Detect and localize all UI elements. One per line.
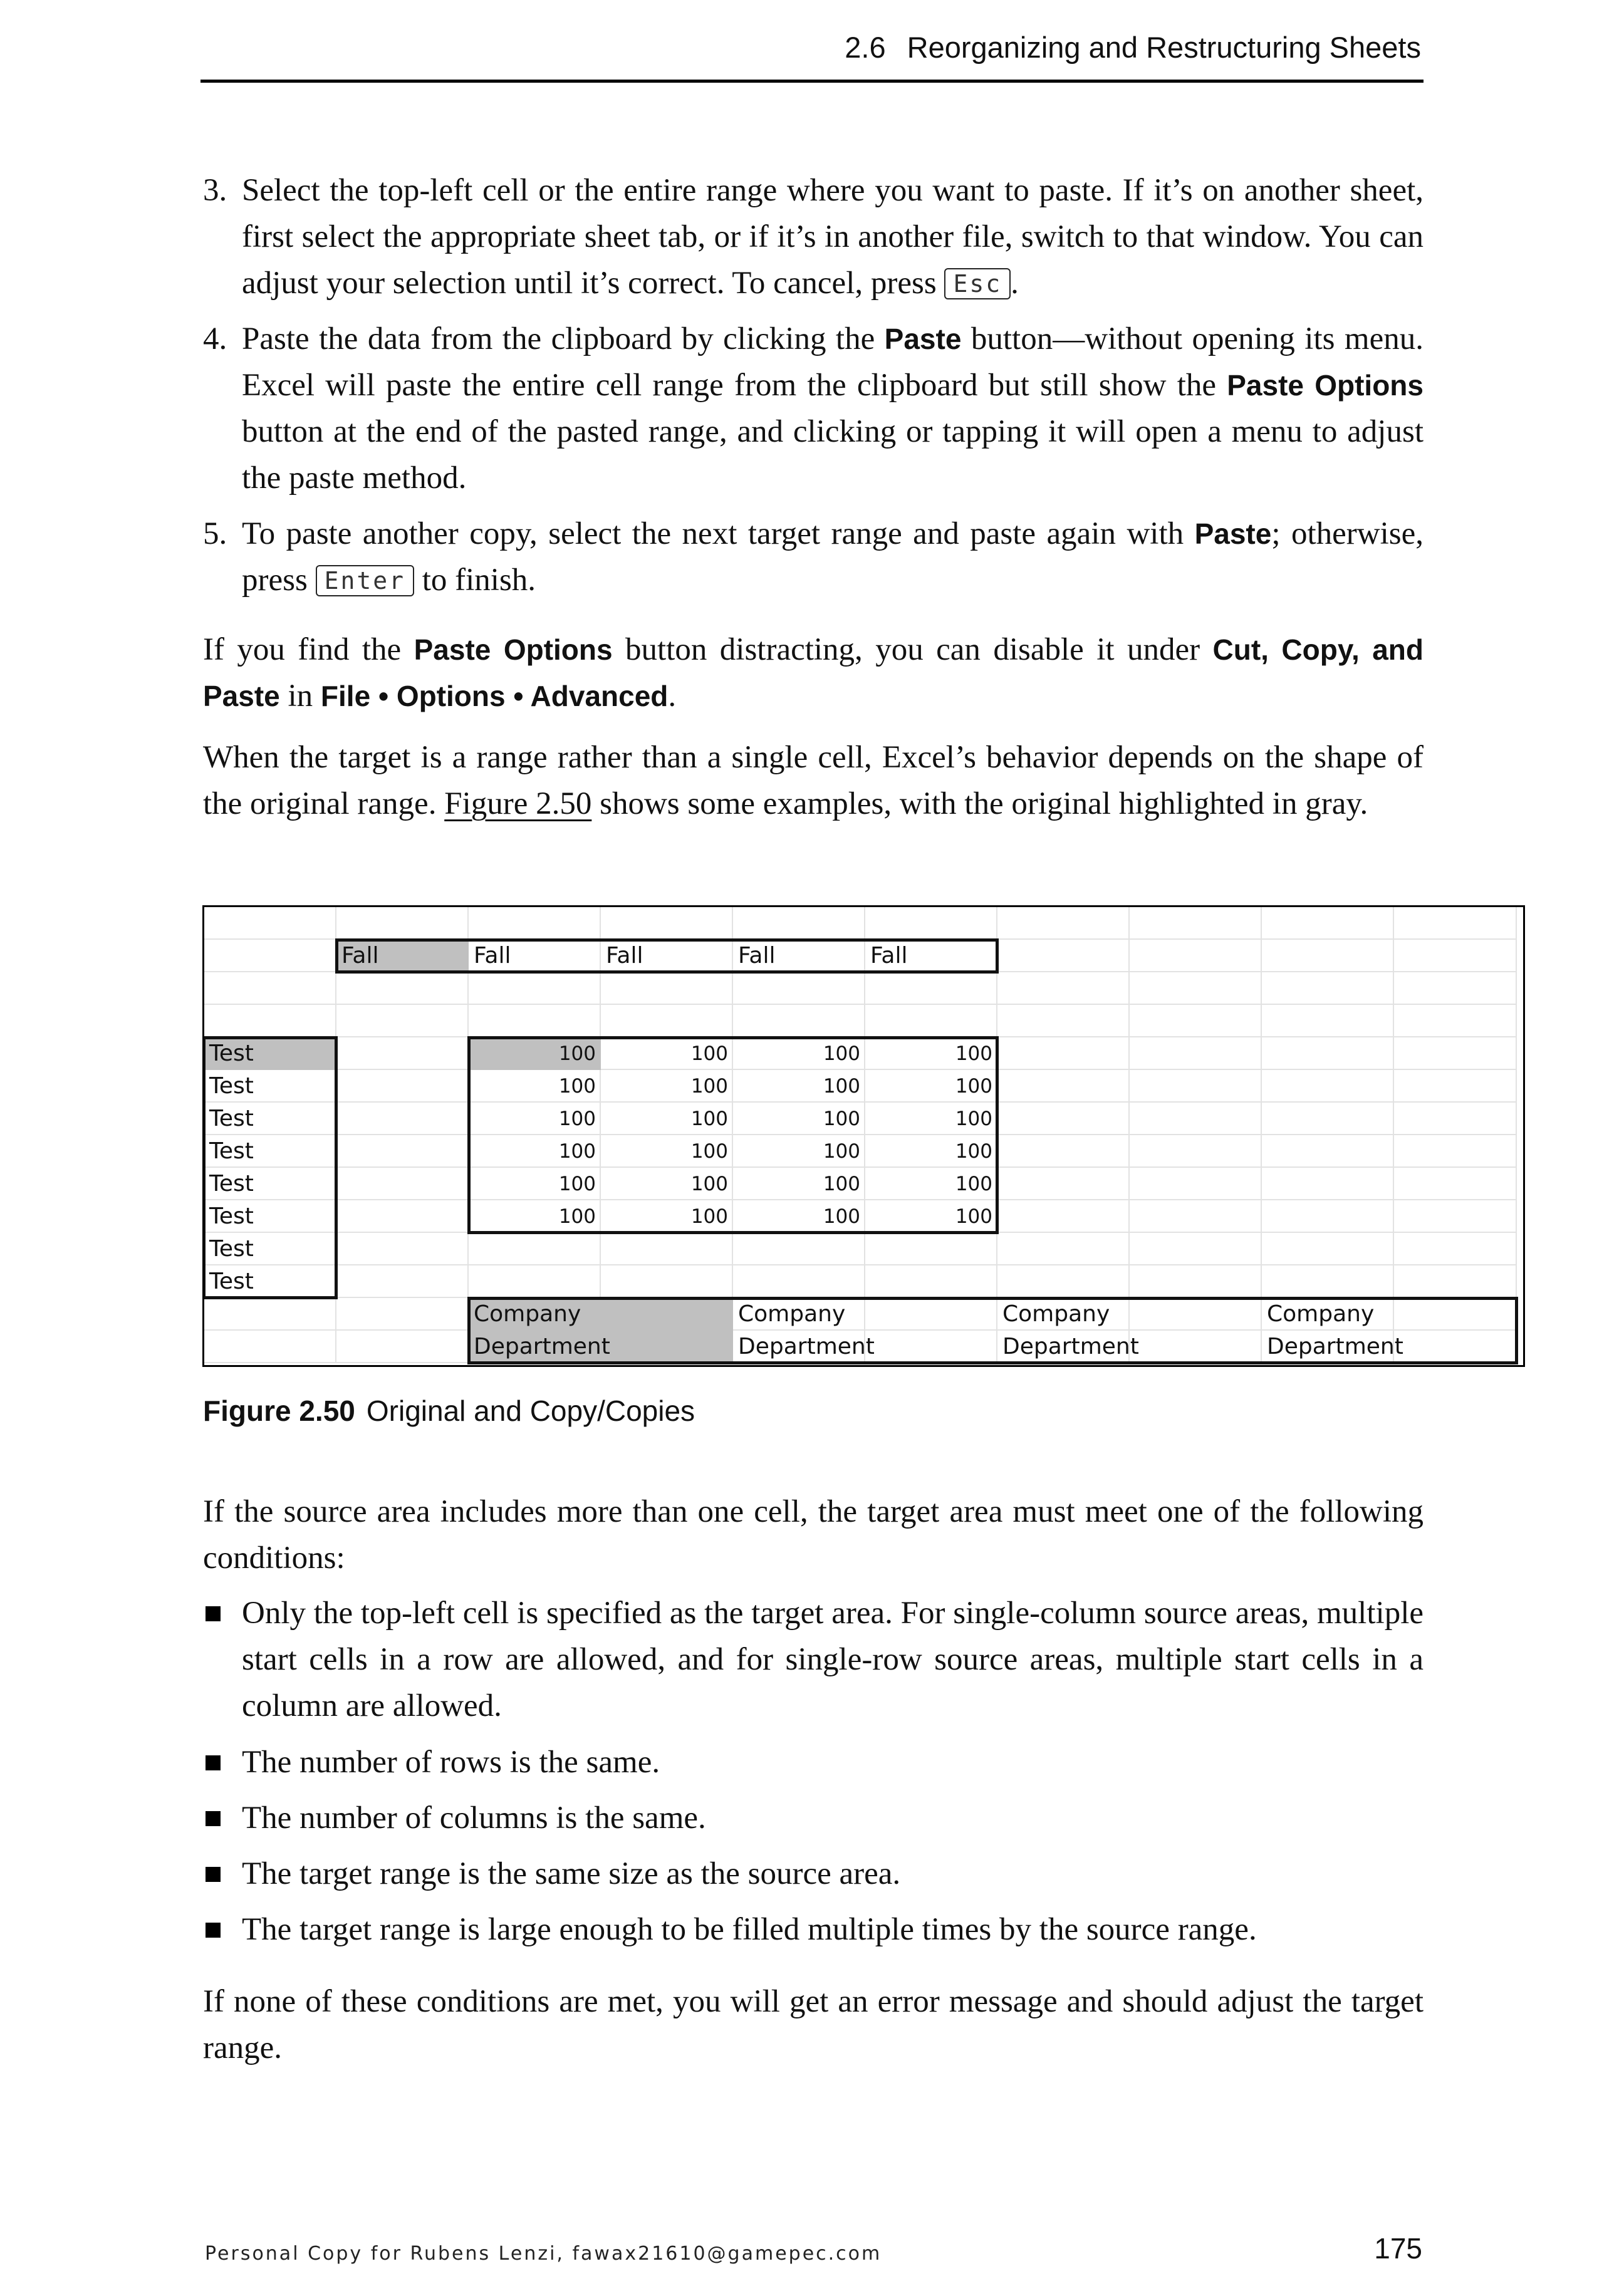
paste-options-paragraph: If you find the Paste Options button distracting, you can disable it under Cut, Copy, and Paste in File • Options • Advanced. [203,632,1424,714]
step-4 [203,316,1424,501]
grid-cell [733,907,865,940]
running-header [200,25,1424,83]
condition-text: Only the top-left cell is specified as the target area. For single-column source areas, multiple start cells in a row are allowed, and for single-row source areas, multiple start cells in a column are allowed. [242,1596,1424,1723]
grid-cell [865,1233,997,1265]
grid-cell [336,1070,469,1103]
cell-number[interactable]: 100 [690,1108,728,1130]
grid-cell [997,1265,1130,1298]
cell-department[interactable]: Department [738,1334,875,1359]
grid-cell [1394,1168,1517,1200]
cell-number[interactable]: 100 [955,1140,992,1163]
grid-cell [1394,1103,1517,1135]
grid-cell [997,1070,1130,1103]
cell-number[interactable]: 100 [469,1037,601,1070]
cell-number[interactable]: 100 [823,1075,860,1098]
cell-number[interactable]: 100 [955,1173,992,1195]
cell-test[interactable]: Test [209,1236,254,1262]
grid-cell [336,1103,469,1135]
grid-cell [336,1265,469,1298]
bullet-square-icon [206,1923,221,1938]
bullet-square-icon [206,1755,221,1770]
bold-term: Cut, Copy, and Paste [203,633,1424,712]
cell-fall[interactable]: Fall [474,943,511,969]
step-number: 4. [203,321,227,356]
grid-cell [997,1005,1130,1037]
grid-cell [336,1233,469,1265]
bold-term: Paste [1194,517,1272,550]
figure-cross-reference-link[interactable]: Figure 2.50 [444,786,592,821]
cell-number[interactable]: 100 [823,1205,860,1228]
grid-cell [733,1265,865,1298]
cell-number[interactable]: 100 [823,1140,860,1163]
condition-text: The number of rows is the same. [242,1745,660,1780]
cell-fall[interactable]: Fall [606,943,643,969]
grid-cell [865,1265,997,1298]
cell-department[interactable]: Department [1002,1334,1139,1359]
cell-company[interactable]: Company [1267,1301,1375,1327]
cell-number[interactable]: 100 [558,1173,596,1195]
grid-cell [1130,1168,1262,1200]
grid-cell [1130,1037,1262,1070]
bullet-square-icon [206,1867,221,1882]
step-5 [203,511,1424,603]
keycap-enter: Enter [316,565,414,596]
condition-text: The target range is the same size as the source area. [242,1856,901,1891]
condition-item [203,1739,1424,1785]
conditions-intro-paragraph: If the source area includes more than one cell, the target area must meet one of the following conditions: [203,1494,1424,1576]
grid-cell [865,972,997,1005]
grid-cell [1130,1265,1262,1298]
grid-cell [204,1331,336,1363]
grid-cell [469,972,601,1005]
grid-cell [1262,1135,1394,1168]
grid-cell [997,1168,1130,1200]
grid-cell [469,1265,601,1298]
grid-cell [1262,972,1394,1005]
grid-cell [1394,1233,1517,1265]
grid-cell [1262,1005,1394,1037]
grid-cell [336,1200,469,1233]
grid-cell [336,1168,469,1200]
page-number: 175 [1374,2232,1422,2265]
cell-test[interactable]: Test [209,1106,254,1131]
bold-term: File • Options • Advanced [320,680,669,712]
cell-company[interactable]: Company [1002,1301,1110,1327]
cell-number[interactable]: 100 [690,1075,728,1098]
figure-caption [203,1394,695,1428]
grid-cell [601,1233,733,1265]
condition-item [203,1795,1424,1841]
bold-term: Paste Options [1227,369,1424,402]
grid-cell [997,1200,1130,1233]
grid-cell [1262,1265,1394,1298]
bullet-square-icon [206,1606,221,1621]
condition-item [203,1590,1424,1729]
grid-cell [1262,1168,1394,1200]
keycap-esc: Esc [944,268,1011,299]
cell-fall[interactable]: Fall [870,943,908,969]
target-range-paragraph: When the target is a range rather than a single cell, Excel’s behavior depends on the shape of the original range. Figure 2.50 shows some examples, with the original highlighted in gray. [203,740,1424,821]
grid-cell [1262,1200,1394,1233]
grid-cell [1394,1265,1517,1298]
grid-cell [1394,940,1517,972]
grid-cell [997,1233,1130,1265]
grid-cell [733,972,865,1005]
grid-cell [997,1037,1130,1070]
cell-fall[interactable]: Fall [738,943,776,969]
grid-cell [1130,1070,1262,1103]
grid-cell [601,1265,733,1298]
condition-item [203,1851,1424,1897]
grid-cell [1262,1070,1394,1103]
grid-cell [1130,1005,1262,1037]
grid-cell [865,907,997,940]
cell-test[interactable]: Test [209,1269,254,1294]
cell-test[interactable]: Test [204,1037,336,1070]
grid-cell [601,907,733,940]
step-number: 3. [203,173,227,208]
personal-copy-notice: Personal Copy for Rubens Lenzi, fawax21610@gamepec.com [205,2243,882,2265]
grid-cell [336,1298,469,1331]
cell-test[interactable]: Test [209,1203,254,1229]
grid-cell [1394,1005,1517,1037]
cell-number[interactable]: 100 [955,1042,992,1065]
grid-cell [1262,1037,1394,1070]
grid-cell [997,972,1130,1005]
grid-cell [204,940,336,972]
grid-cell [733,1233,865,1265]
grid-cell [1394,1200,1517,1233]
grid-cell [336,1331,469,1363]
grid-cell [1130,1233,1262,1265]
grid-cell [1262,907,1394,940]
grid-cell [1130,907,1262,940]
grid-cell [1262,1103,1394,1135]
step-number: 5. [203,516,227,551]
cell-department[interactable]: Department [1267,1334,1403,1359]
cell-number[interactable]: 100 [823,1042,860,1065]
cell-number[interactable]: 100 [955,1205,992,1228]
step-3 [203,167,1424,306]
cell-number[interactable]: 100 [690,1042,728,1065]
grid-cell [1262,1233,1394,1265]
grid-cell [997,1103,1130,1135]
grid-cell [997,1135,1130,1168]
condition-text: The target range is large enough to be filled multiple times by the source range. [242,1912,1257,1947]
bullet-square-icon [206,1811,221,1826]
cell-number[interactable]: 100 [558,1140,596,1163]
grid-cell [1262,940,1394,972]
cell-number[interactable]: 100 [823,1173,860,1195]
cell-test[interactable]: Test [209,1138,254,1164]
grid-cell [204,972,336,1005]
grid-cell [1394,972,1517,1005]
grid-cell [997,907,1130,940]
grid-cell [336,972,469,1005]
grid-cell [1130,1200,1262,1233]
grid-cell [865,1005,997,1037]
grid-cell [1130,1135,1262,1168]
section-title: Reorganizing and Restructuring Sheets [907,31,1421,64]
step-text: To paste another copy, select the next target range and paste again with Paste; otherwise, press Enter to finish. [242,516,1424,598]
header-rule [200,80,1424,83]
grid-cell [997,940,1130,972]
figure-label: Figure 2.50 [203,1395,355,1427]
cell-number[interactable]: 100 [558,1205,596,1228]
grid-cell [336,907,469,940]
step-text: Paste the data from the clipboard by clicking the Paste button—without opening its menu. Excel will paste the entire cell range from the clipboard but still show the Paste Options button at the end of the pasted range, and clicking or tapping it will open a menu to adjust the paste method. [242,321,1424,496]
cell-company[interactable]: Company [469,1298,733,1331]
grid-cell [336,1135,469,1168]
cell-number[interactable]: 100 [955,1075,992,1098]
grid-cell [204,1298,336,1331]
grid-cell [336,1037,469,1070]
grid-cell [601,972,733,1005]
grid-cell [1130,972,1262,1005]
cell-number[interactable]: 100 [955,1108,992,1130]
grid-cell [1394,1135,1517,1168]
step-text: Select the top-left cell or the entire range where you want to paste. If it’s on another sheet, first select the appropriate sheet tab, or if it’s in another file, switch to that window. You can adjust your selection until it’s correct. To cancel, press Esc . [242,173,1424,301]
section-number: 2.6 [845,31,886,64]
cell-number[interactable]: 100 [558,1108,596,1130]
condition-item [203,1906,1424,1953]
error-paragraph: If none of these conditions are met, you will get an error message and should adjust the target range. [203,1984,1424,2065]
cell-number[interactable]: 100 [690,1205,728,1228]
grid-cell [469,1005,601,1037]
condition-text: The number of columns is the same. [242,1800,706,1836]
header-text [845,30,1421,65]
grid-cell [336,1005,469,1037]
cell-test[interactable]: Test [209,1171,254,1197]
grid-cell [1130,1103,1262,1135]
grid-cell [1394,1037,1517,1070]
grid-cell [1394,907,1517,940]
cell-number[interactable]: 100 [558,1075,596,1098]
cell-number[interactable]: 100 [690,1173,728,1195]
grid-cell [469,1233,601,1265]
cell-company[interactable]: Company [738,1301,846,1327]
figure-caption-text: Original and Copy/Copies [366,1395,695,1427]
grid-cell [733,1005,865,1037]
grid-cell [601,1005,733,1037]
figure-spreadsheet [202,905,1525,1367]
bold-term: Paste [884,323,962,355]
grid-cell [204,907,336,940]
cell-department[interactable]: Department [469,1331,733,1363]
cell-test[interactable]: Test [209,1073,254,1099]
grid-cell [1394,1070,1517,1103]
bold-term: Paste Options [414,633,613,666]
grid-cell [469,907,601,940]
cell-fall[interactable]: Fall [336,940,469,972]
grid-cell [1130,940,1262,972]
cell-number[interactable]: 100 [823,1108,860,1130]
grid-cell [204,1005,336,1037]
cell-number[interactable]: 100 [690,1140,728,1163]
